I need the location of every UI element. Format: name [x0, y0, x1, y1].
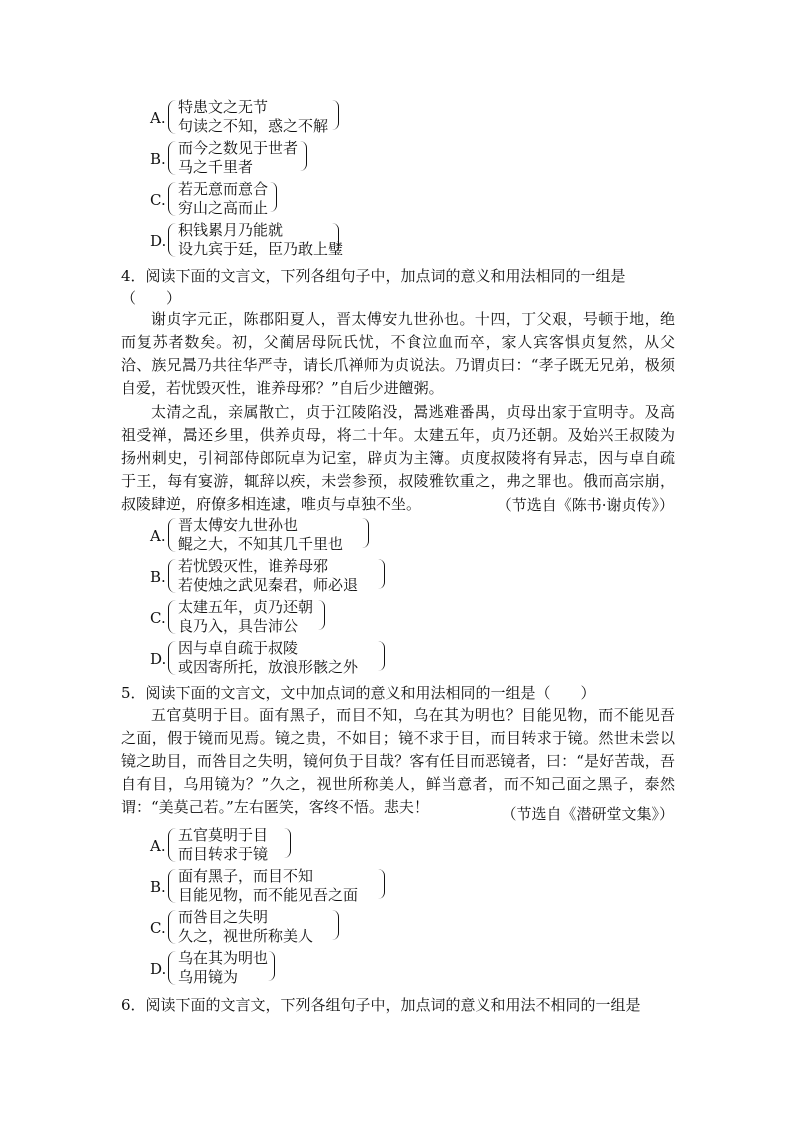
right-brace: [332, 223, 339, 253]
option-line-2: 良乃入，具告沛公: [178, 617, 299, 635]
right-brace: [270, 182, 277, 212]
option-line-2: 乌用镜为: [178, 968, 239, 986]
option-line-2: 或因寄所托，放浪形骸之外: [178, 658, 359, 676]
option-letter: D.: [150, 232, 167, 250]
left-brace: [168, 223, 177, 257]
option-letter: C.: [150, 191, 166, 209]
option-letter: A.: [150, 527, 166, 545]
option-letter: D.: [150, 960, 167, 978]
option-line-2: 鲲之大，不知其几千里也: [178, 535, 344, 553]
left-brace: [168, 518, 177, 552]
option-letter: B.: [150, 150, 166, 168]
q4-passage-para-2: 太清之乱，亲属散亡，贞于江陵陷没，暠逃难番禺，贞母出家于宣明寺。及高祖受禅，暠还乡里，供养贞母，将二十年。太建五年，贞乃还朝。及始兴王叔陵为扬州刺史，引祠部侍郎阮卓为记室，辟贞为主簿。贞度叔陵将有异志，因与卓自疏于王，每有宴游，辄辞以疾，未尝参预，叔陵雅钦重之，弗之罪也。俄而高宗崩，叔陵肆逆，府僚多相连逮，唯贞与卓独不坐。: [121, 403, 675, 513]
option-line-2: 而目转求于镜: [178, 845, 269, 863]
q5-source: （节选自《潜研堂文集》）: [501, 805, 674, 823]
q4-source: （节选自《陈书·谢贞传》）: [496, 496, 674, 514]
option-letter: D.: [150, 650, 167, 668]
left-brace: [168, 141, 177, 175]
left-brace: [168, 182, 177, 216]
option-line-2: 穷山之高而止: [178, 199, 269, 217]
option-letter: A.: [150, 837, 166, 855]
right-brace: [284, 828, 291, 858]
left-brace: [168, 910, 177, 944]
right-brace: [378, 641, 385, 671]
option-line-1: 若无意而意合: [178, 180, 269, 198]
option-line-1: 面有黑子，而目不知: [178, 867, 314, 885]
left-brace: [168, 641, 177, 675]
option-line-2: 久之，视世所称美人: [178, 927, 314, 945]
option-line-1: 特患文之无节: [178, 98, 269, 116]
option-line-1: 乌在其为明也: [178, 949, 269, 967]
right-brace: [268, 951, 275, 981]
left-brace: [168, 100, 177, 134]
right-brace: [300, 141, 307, 171]
option-line-2: 句读之不知，惑之不解: [178, 117, 329, 135]
left-brace: [168, 559, 177, 593]
option-letter: B.: [150, 568, 166, 586]
q5-stem: 5．阅读下面的文言文，文中加点词的意义和用法相同的一组是（ ）: [121, 684, 596, 702]
right-brace: [332, 100, 339, 130]
option-line-1: 积钱累月乃能就: [178, 221, 284, 239]
option-line-2: 设九宾于廷，臣乃敢上璧: [178, 240, 344, 258]
q4-passage-para-1: 谢贞字元正，陈郡阳夏人，晋太傅安九世孙也。十四，丁父艰，号顿于地，绝而复苏者数矣。初，父蔺居母阮氏忧，不食泣血而卒，家人宾客惧贞复然，从父洽、族兄暠乃共往华严寺，请长爪禅师为贞说法。乃谓贞曰：“孝子既无兄弟，极须自爱，若忧毁灭性，谁养母邪？”自后少进饘粥。: [121, 310, 675, 397]
option-line-1: 若忧毁灭性，谁养母邪: [178, 557, 329, 575]
option-letter: B.: [150, 878, 166, 896]
option-line-1: 五官莫明于目: [178, 826, 269, 844]
option-letter: A.: [150, 109, 166, 127]
option-letter: C.: [150, 919, 166, 937]
right-brace: [318, 600, 325, 630]
left-brace: [168, 951, 177, 985]
left-brace: [168, 869, 177, 903]
option-line-2: 目能见物，而不能见吾之面: [178, 886, 359, 904]
option-line-1: 太建五年，贞乃还朝: [178, 598, 314, 616]
q6-stem: 6．阅读下面的文言文，下列各组句子中，加点词的意义和用法不相同的一组是: [121, 996, 641, 1014]
option-line-2: 若使烛之武见秦君，师必退: [178, 576, 359, 594]
option-letter: C.: [150, 609, 166, 627]
right-brace: [378, 869, 385, 899]
right-brace: [378, 559, 385, 589]
q4-answer-paren: （ ）: [121, 289, 182, 307]
q5-passage: 五官莫明于目。面有黑子，而目不知，乌在其为明也？目能见物，而不能见吾之面，假于镜而见焉。镜之贵，不如目；镜不求于目，而目转求于镜。然世未尝以镜之助目，而咎目之失明，镜何负于目哉？客有任目而恶镜者，曰：“是好苦哉，吾自有目，乌用镜为？”久之，视世所称美人，鲜当意者，而不知己面之黑子，泰然谓：“美莫己若。”左右匿笑，客终不悟。悲夫！: [121, 706, 675, 816]
option-line-1: 因与卓自疏于叔陵: [178, 639, 299, 657]
option-line-1: 而今之数见于世者: [178, 139, 299, 157]
option-line-1: 晋太傅安九世孙也: [178, 516, 299, 534]
left-brace: [168, 828, 177, 862]
right-brace: [362, 518, 369, 548]
option-line-1: 而咎目之失明: [178, 908, 269, 926]
q4-stem: 4．阅读下面的文言文，下列各组句子中，加点词的意义和用法相同的一组是: [121, 267, 626, 285]
left-brace: [168, 600, 177, 634]
option-line-2: 马之千里者: [178, 158, 254, 176]
right-brace: [332, 910, 339, 940]
